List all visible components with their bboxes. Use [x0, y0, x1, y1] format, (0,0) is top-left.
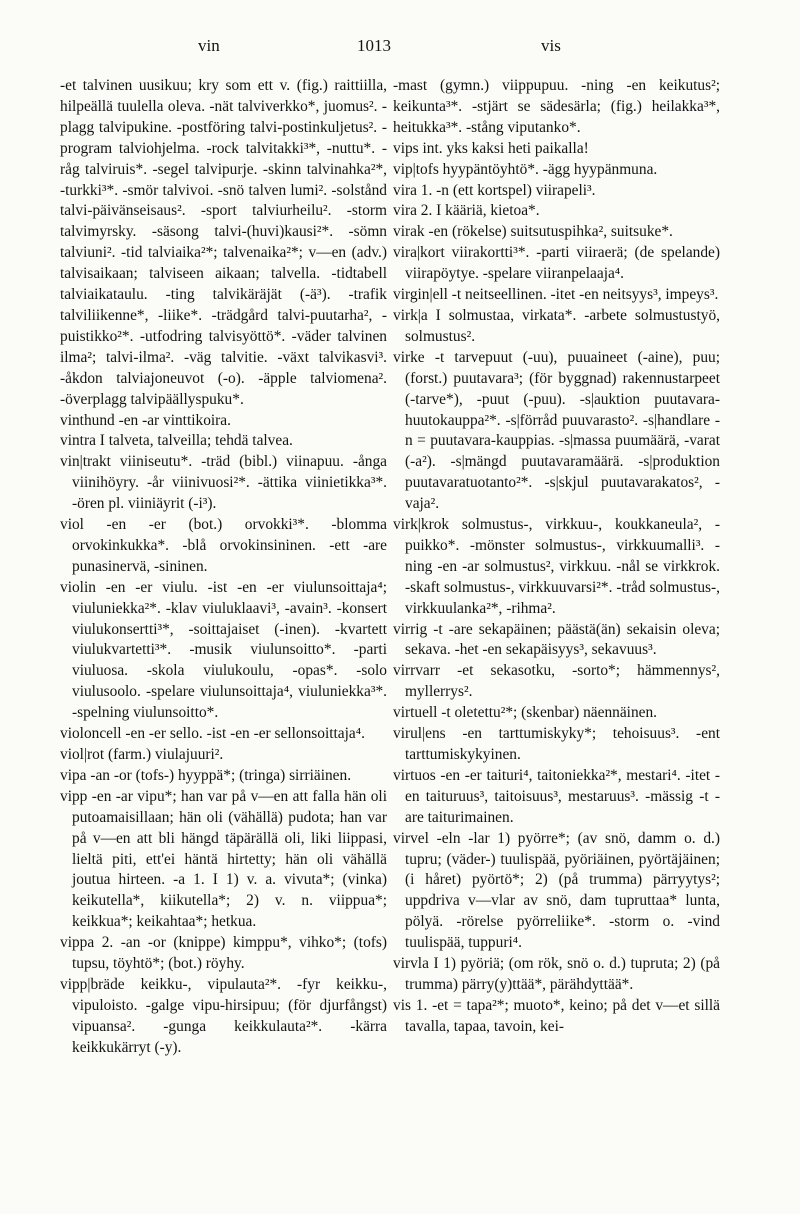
- guide-word-right: vis: [541, 36, 561, 55]
- right-column: [393, 76, 720, 1038]
- dictionary-entry: virrvarr -et sekasotku, -sorto*; hämmennys², myllerrys².: [393, 662, 720, 701]
- dictionary-entry: violin -en -er viulu. -ist -en -er viulunsoittaja⁴; viuluniekka²*. -klav viuluklaavi³, -avain³. -konsert viulukonsertti³*, -soittajaiset (-inen). -kvartett viulukvartetti³*. -musik viulunsoitto*. -parti viuluosa. -skola viulukoulu, -opas*. -solo viulusoolo. -spelare viulunsoittaja⁴, viuluniekka³*. -spelning viulunsoitto*.: [60, 578, 387, 722]
- dictionary-entry: vintra I talveta, talveilla; tehdä talvea.: [60, 432, 293, 450]
- page-header: [0, 36, 800, 60]
- dictionary-entry: violoncell -en -er sello. -ist -en -er sellonsoittaja⁴.: [60, 725, 365, 743]
- dictionary-entry: virak -en (rökelse) suitsutuspihka², suitsuke*.: [393, 223, 673, 241]
- dictionary-entry: -mast (gymn.) viippupuu. -ning -en keikutus²; keikunta³*. -stjärt se sädesärla; (fig.) heilakka³*, heitukka³*. -stång viputanko*.: [393, 77, 720, 136]
- dictionary-entry: viol|rot (farm.) viulajuuri².: [60, 746, 224, 763]
- dictionary-entry: virrig -t -are sekapäinen; päästä(än) sekaisin oleva; sekava. -het -en sekapäisyys³, sekavuus³.: [393, 620, 720, 659]
- dictionary-entry: virtuos -en -er taituri⁴, taitoniekka²*, mestari⁴. -itet -en taituruus³, taitoisuus³, mestaruus³. -mässig -t -are taiturimainen.: [393, 766, 720, 826]
- guide-word-left: vin: [198, 36, 220, 55]
- dictionary-entry: viol -en -er (bot.) orvokki³*. -blomma orvokinkukka*. -blå orvokinsininen. -ett -are punasinervä, -sininen.: [60, 516, 387, 575]
- left-column: [60, 76, 387, 1059]
- dictionary-entry: vips int. yks kaksi heti paikalla!: [393, 139, 589, 157]
- dictionary-entry: vinthund -en -ar vinttikoira.: [60, 411, 231, 429]
- dictionary-entry: vin|trakt viiniseutu*. -träd (bibl.) viinapuu. -ånga viinihöyry. -år viinivuosi²*. -ättika viinietikka³*. -ören pl. viiniäyrit (-i³).: [60, 453, 387, 513]
- dictionary-entry: virk|krok solmustus-, virkkuu-, koukkaneula², -puikko*. -mönster solmustus-, virkkuumalli³. -ning -en -ar solmustus², virkkuu. -nål se virkkrok. -skaft solmustus-, virkkuuvarsi²*. -tråd solmustus-, virkkuulanka²*, -rihma².: [393, 516, 720, 617]
- dictionary-entry: virk|a I solmustaa, virkata*. -arbete solmustustyö, solmustus².: [393, 306, 720, 345]
- dictionary-entry: vira|kort viirakortti³*. -parti viiraerä; (de spelande) viirapöytye. -spelare viiranpelaaja⁴.: [393, 244, 720, 283]
- dictionary-entry: vipa -an -or (tofs-) hyyppä*; (tringa) sirriäinen.: [60, 766, 352, 784]
- dictionary-entry: virvla I 1) pyöriä; (om rök, snö o. d.) tupruta; 2) (på trumma) pärry(y)ttää*, pärähdyttää*.: [393, 955, 720, 993]
- dictionary-entry: virke -t tarvepuut (-uu), puuaineet (-aine), puu; (forst.) puutavara³; (för byggnad) rakennustarpeet (-tarve*), -puut (-puu). -s|auktion puutavara-huutokauppa²*. -s|förråd puuvarasto². -s|handlare -n = puutavara-kauppias. -s|massa puumäärä, -varat (-a²). -s|mängd puutavaramäärä. -s|produktion puutavaratuotanto²*. -s|skjul puutavarakatos², -vaja².: [393, 348, 720, 513]
- dictionary-entry: virul|ens -en tarttumiskyky*; tehoisuus³. -ent tarttumiskykyinen.: [393, 725, 720, 763]
- dictionary-entry: virtuell -t oletettu²*; (skenbar) näennäinen.: [393, 704, 658, 722]
- dictionary-entry: -et talvinen uusikuu; kry som ett v. (fig.) raittiilla, hilpeällä tuulella oleva. -nät talviverkko*, juomus². -plagg talvipukine. -postföring talvi-postinkuljetus². -program talviohjelma. -rock talvitakki³*, -nuttu*. -råg talviruis*. -segel talvipurje. -skinn talvinahka²*, -turkki³*. -smör talvivoi. -snö talven lumi². -solstånd talvi-päivänseisaus². -sport talviurheilu². -storm talvimyrsky. -säsong talvi-(huvi)kausi²*. -sömn talviuni². -tid talviaika²*; talvenaika²*; v—en (adv.) talvisaikaan; talviseen aikaan; talvella. -tidtabell talviaikataulu. -ting talvikäräjät (-ä³). -trafik talviliikenne*, -liike*. -trädgård talvi-puutarha², -puistikko²*. -utfodring talvisyöttö*. -väder talvinen ilma²; talvi-ilma². -väg talvitie. -växt talvikasvi³. -åkdon talviajoneuvot (-o). -äpple talviomena². -överplagg talvipäällyspuku*.: [60, 77, 387, 408]
- dictionary-entry: virgin|ell -t neitseellinen. -itet -en neitsyys³, impeys³.: [393, 286, 719, 304]
- dictionary-entry: virvel -eln -lar 1) pyörre*; (av snö, damm o. d.) tupru; (väder-) tuulispää, pyöriäinen, pyörtäjäinen; (i håret) pyörtö*; 2) (på trumma) pärryytys²; uppdriva v—vlar av snö, dam tupruttaa* lunta, pölyä. -rörelse pyörreliike*. -storm o. -vind tuulispää, tuppuri⁴.: [393, 829, 720, 952]
- dictionary-entry: vipp -en -ar vipu*; han var på v—en att falla hän oli putoamaisillaan; hän oli (vähällä) pudota; han var på v—en att bli hängd täpärällä oli, liki liippasi, lieltä piti, ett'ei häntä hirtetty; hän oli vähällä joutua hirteen. -a 1. I 1) v. a. vivuta*; (vinka) keikutella*, kiikutella*; 2) v. n. viippua*; keikkua*; keikahtaa*; hetkua.: [60, 787, 387, 931]
- dictionary-entry: vipp|bräde keikku-, vipulauta²*. -fyr keikku-, vipuloisto. -galge vipu-hirsipuu; (för djurfångst) vipuansa². -gunga keikkulauta²*. -kärra keikkukärryt (-y).: [60, 975, 387, 1056]
- page-number: 1013: [357, 36, 391, 55]
- dictionary-entry: vippa 2. -an -or (knippe) kimppu*, vihko*; (tofs) tupsu, töyhtö*; (bot.) röyhy.: [60, 934, 387, 973]
- dictionary-entry: vis 1. -et = tapa²*; muoto*, keino; på det v—et sillä tavalla, tapaa, tavoin, kei-: [393, 996, 720, 1035]
- dictionary-entry: vira 1. -n (ett kortspel) viirapeli³.: [393, 181, 596, 199]
- dictionary-entry: vip|tofs hyypäntöyhtö*. -ägg hyypänmuna.: [393, 160, 658, 178]
- dictionary-entry: vira 2. I kääriä, kietoa*.: [393, 202, 540, 220]
